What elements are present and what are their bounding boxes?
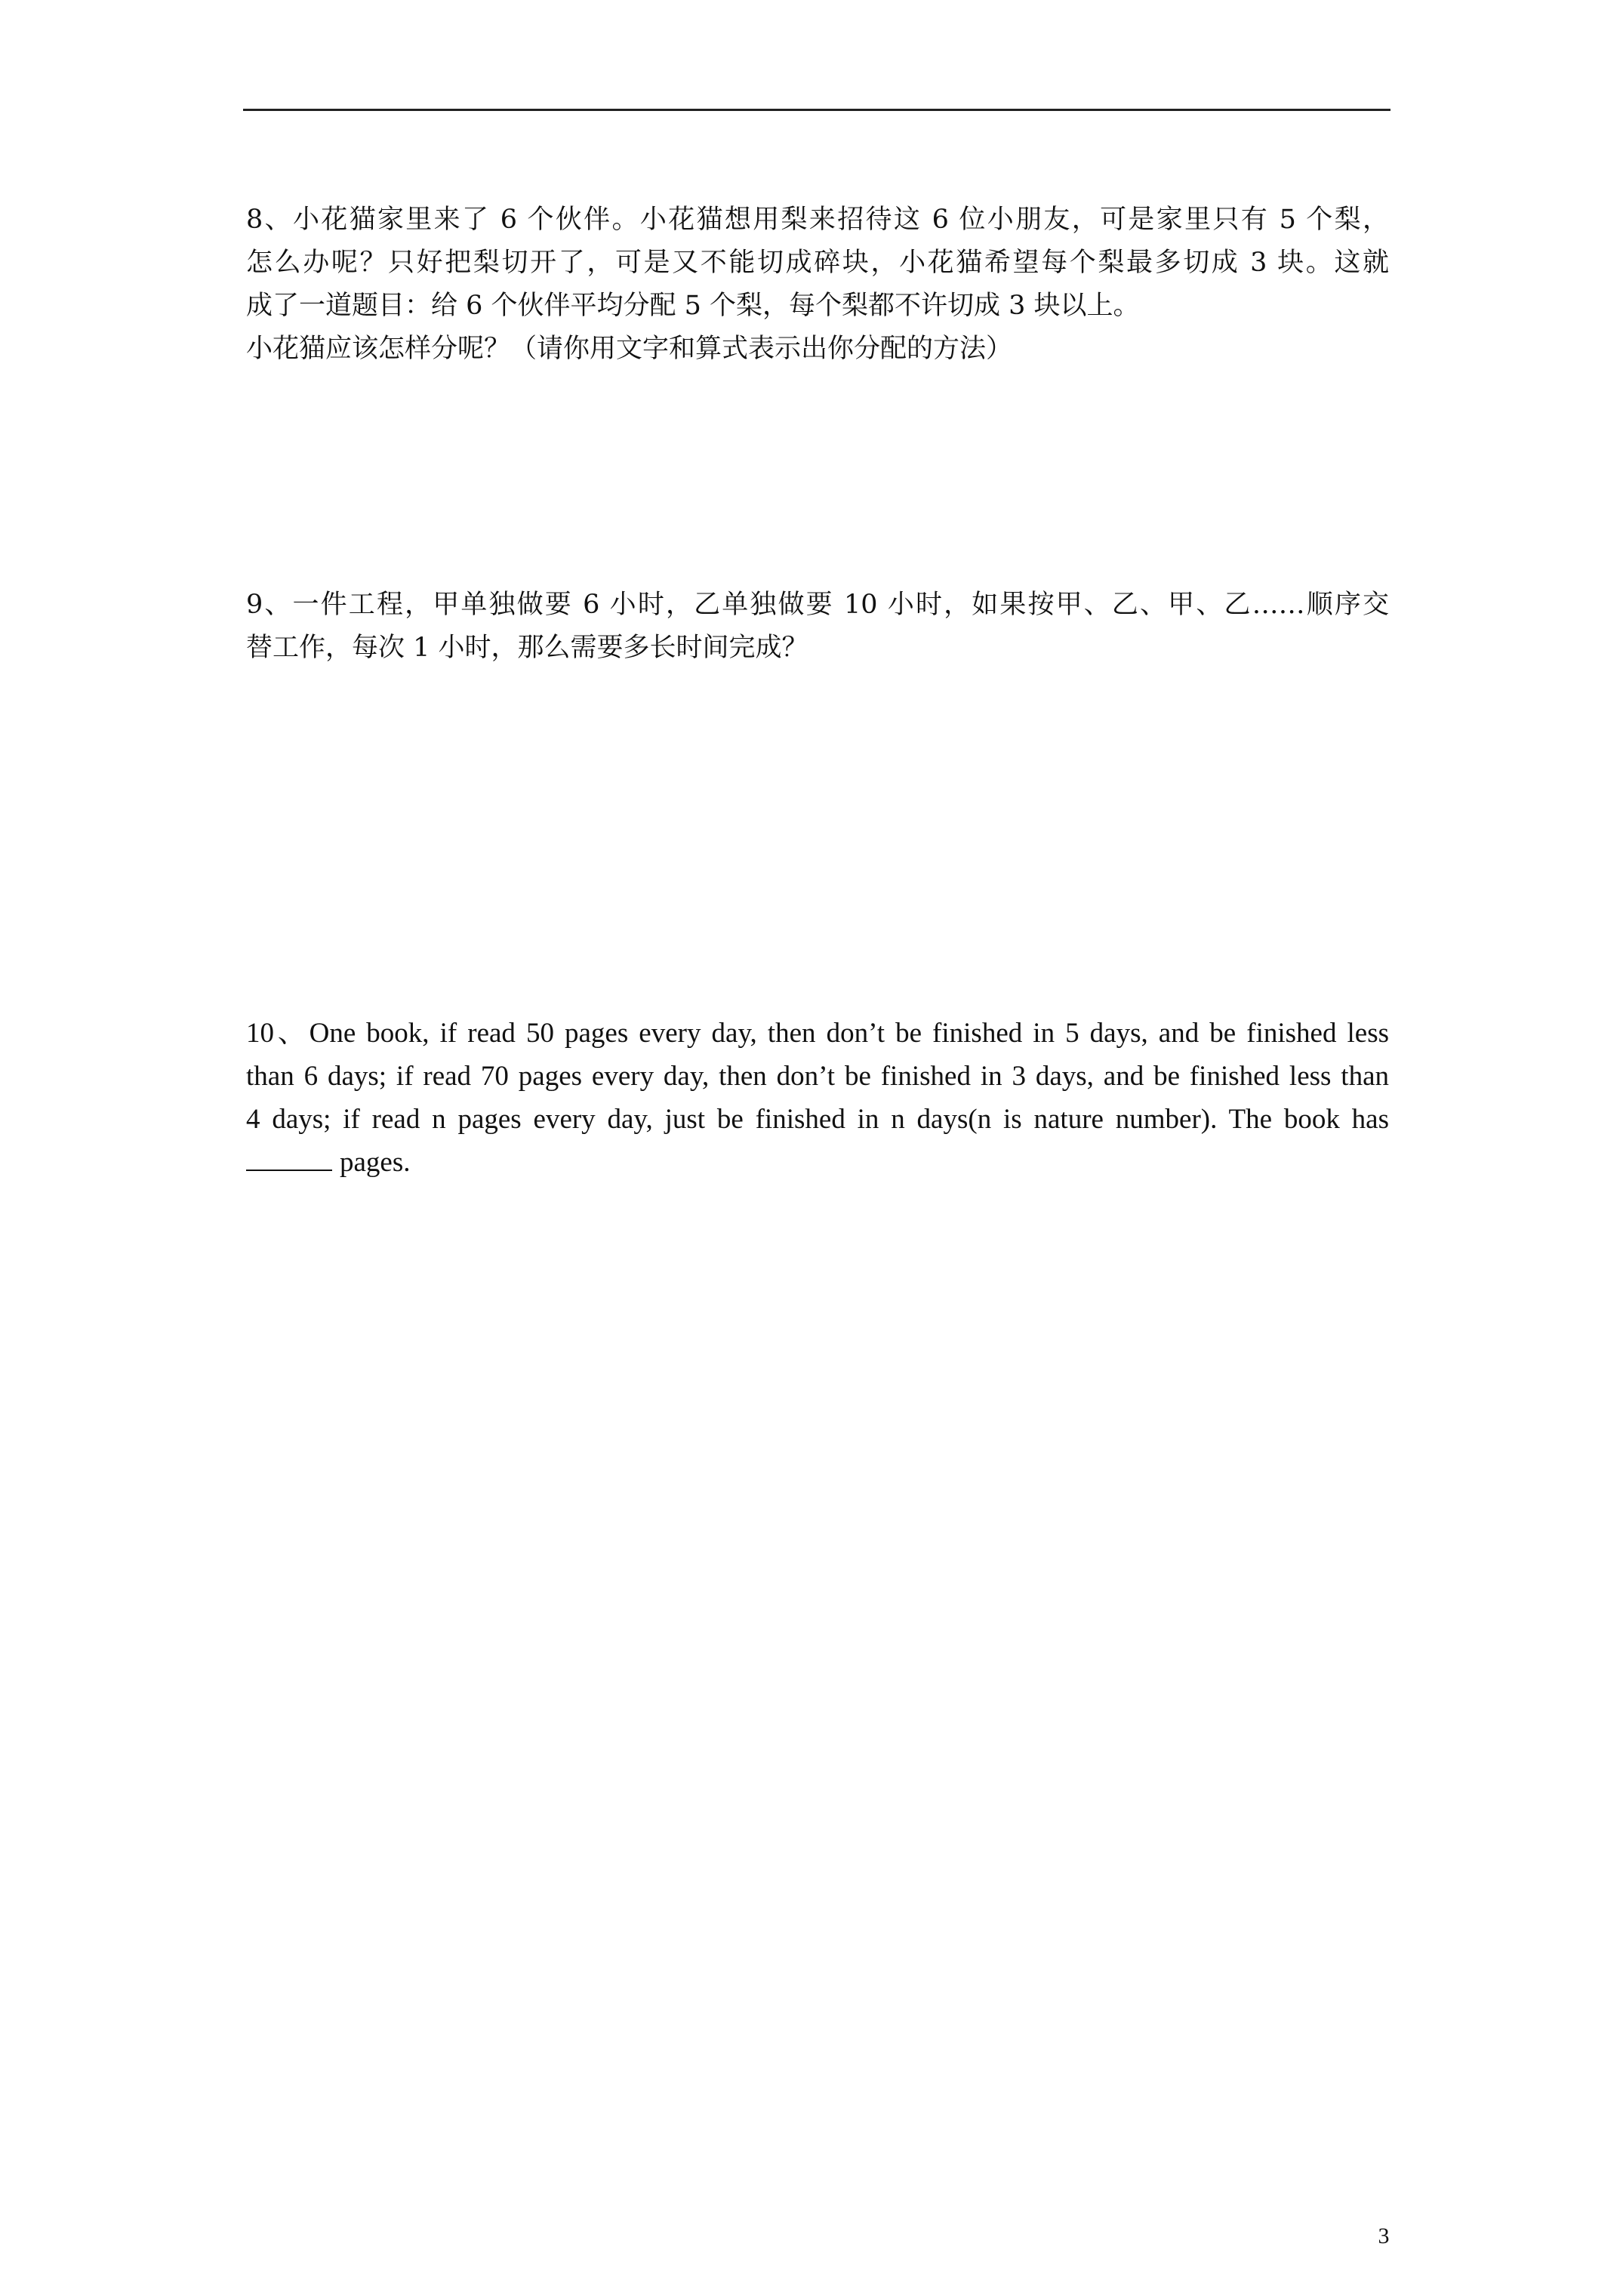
problem-10 [246,1012,1389,1184]
problem-9 [246,584,1389,670]
problem-8-line-3: 成了一道题目：给 6 个伙伴平均分配 5 个梨，每个梨都不许切成 3 块以上。 [246,291,1140,321]
problem-8-line-2: 怎么办呢？只好把梨切开了，可是又不能切成碎块，小花猫希望每个梨最多切成 3 块。这就 [246,248,1389,278]
problem-10-line-4 [246,1141,1389,1184]
problem-10-line-1: 10、One book, if read 50 pages every day, then don’t be finished in 5 days, and be finished less [246,1018,1389,1049]
problem-8 [246,199,1389,371]
answer-blank[interactable] [246,1147,332,1171]
header-rule [243,109,1390,111]
problem-9-line-2: 替工作，每次 1 小时，那么需要多长时间完成？ [246,633,808,663]
problem-8-line-4: 小花猫应该怎样分呢？（请你用文字和算式表示出你分配的方法） [246,334,1013,364]
problem-10-line-3: 4 days; if read n pages every day, just be finished in n days(n is nature number). The book has [246,1104,1389,1135]
problem-10-suffix: pages. [340,1147,411,1178]
problem-10-line-2: than 6 days; if read 70 pages every day, then don’t be finished in 3 days, and be finished less than [246,1061,1389,1092]
problem-8-line-1: 8、小花猫家里来了 6 个伙伴。小花猫想用梨来招待这 6 位小朋友，可是家里只有 5 个梨， [246,205,1389,235]
page-number: 3 [1378,2224,1390,2248]
problem-9-line-1: 9、一件工程，甲单独做要 6 小时，乙单独做要 10 小时，如果按甲、乙、甲、乙……顺序交 [246,590,1389,620]
